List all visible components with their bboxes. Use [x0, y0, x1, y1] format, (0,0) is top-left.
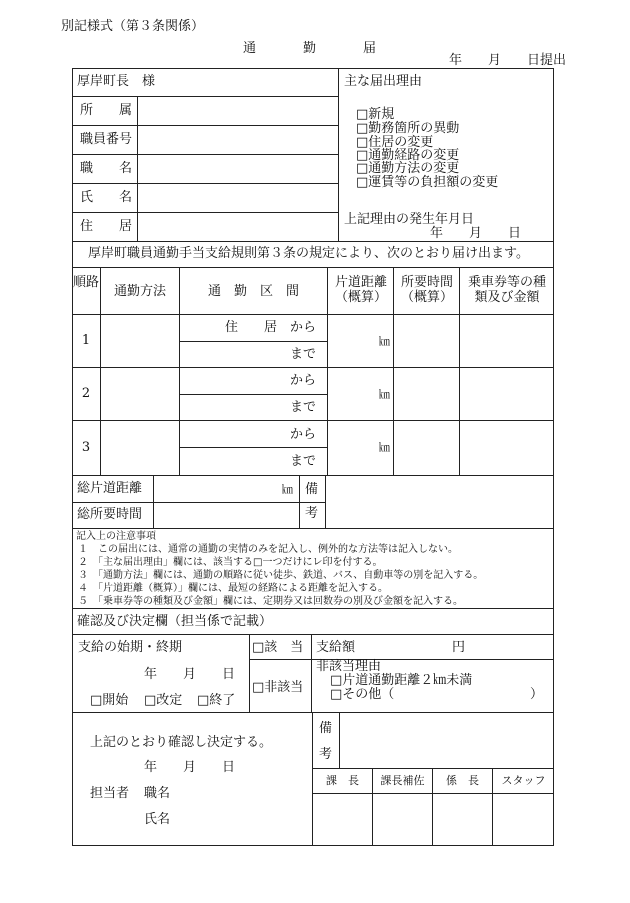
reason-fare-change-checkbox[interactable]: □運賃等の負担額の変更 [356, 175, 499, 190]
route-2-number: 2 [81, 386, 91, 401]
note-4: ４ 「片道距離（概算）」欄には、最短の経路による距離を記入する。 [78, 583, 388, 594]
header-distance: 片道距離（概算） [334, 275, 387, 305]
department-input[interactable] [139, 97, 337, 124]
page-title: 通 勤 届 [243, 41, 379, 56]
period-start-checkbox[interactable]: □開始 [90, 693, 129, 708]
route-2-from: から [289, 373, 316, 388]
route-1-to: まで [289, 347, 316, 362]
total-time-label: 総所要時間 [77, 507, 143, 522]
stamp-header-section-chief: 課 長 [326, 774, 359, 787]
route-3-from: から [289, 427, 316, 442]
confirm-heading: 確認及び決定欄（担当係で記載） [77, 614, 273, 629]
occurrence-date-label: 上記理由の発生年月日 [344, 212, 475, 227]
submit-date: 年 月 日提出 [449, 53, 567, 68]
field-label-department: 所 属 [80, 103, 133, 118]
stamp-box-unit-chief[interactable] [433, 794, 491, 845]
na-reason-label: 非該当理由 [316, 659, 382, 674]
notes-heading: 記入上の注意事項 [76, 531, 156, 542]
reason-route-change-checkbox[interactable]: □通勤経路の変更 [356, 148, 460, 163]
header-method: 通勤方法 [113, 284, 166, 299]
route-3-to: まで [289, 454, 316, 469]
residence-input[interactable] [139, 213, 337, 240]
header-order: 順路 [73, 275, 100, 290]
period-date: 年 月 日 [144, 667, 236, 682]
employee-number-input[interactable] [139, 126, 337, 153]
header-section: 通 勤 区 間 [207, 284, 299, 299]
na-reason-other-checkbox[interactable]: □その他（ [330, 687, 395, 702]
decision-date: 年 月 日 [144, 760, 236, 775]
stamp-box-staff[interactable] [493, 794, 553, 845]
officer-label: 担当者 [90, 786, 130, 801]
route-1-distance-unit: ㎞ [379, 335, 390, 348]
total-distance-unit: ㎞ [282, 483, 293, 496]
decision-text: 上記のとおり確認し決定する。 [90, 735, 273, 750]
amount-label: 支給額 [316, 640, 356, 655]
applicable-checkbox[interactable]: □該 当 [252, 640, 304, 655]
note-2: ２ 「主な届出理由」欄には、該当する□一つだけにレ印を付する。 [78, 557, 383, 568]
note-5: ５ 「乗車券等の種類及び金額」欄には、定期券又は回数券の別及び金額を記入する。 [78, 596, 463, 607]
header-ticket: 乗車券等の種類及び金額 [467, 275, 546, 305]
reason-new-checkbox[interactable]: □新規 [356, 107, 395, 122]
decision-remarks-label: 備考 [319, 721, 333, 762]
field-label-name: 氏 名 [80, 190, 133, 205]
period-revise-checkbox[interactable]: □改定 [144, 693, 183, 708]
position-input[interactable] [139, 155, 337, 182]
header-time: 所要時間（概算） [400, 275, 453, 305]
route-1-number: 1 [81, 333, 91, 348]
note-3: ３ 「通勤方法」欄には、通勤の順路に従い徒歩、鉄道、バス、自動車等の別を記入する。 [78, 570, 484, 581]
na-reason-other-close: ） [530, 687, 544, 702]
period-label: 支給の始期・終期 [78, 640, 183, 655]
route-2-distance-unit: ㎞ [379, 388, 390, 401]
field-label-residence: 住 居 [80, 219, 133, 234]
field-label-position: 職 名 [80, 161, 133, 176]
stamp-box-deputy-chief[interactable] [373, 794, 431, 845]
officer-title-label: 職名 [144, 786, 171, 801]
period-end-checkbox[interactable]: □終了 [197, 693, 236, 708]
reason-residence-change-checkbox[interactable]: □住居の変更 [356, 135, 434, 150]
stamp-header-unit-chief: 係 長 [446, 774, 479, 787]
stamp-box-section-chief[interactable] [313, 794, 371, 845]
route-3-number: 3 [81, 440, 91, 455]
amount-unit: 円 [452, 640, 466, 655]
reason-workplace-change-checkbox[interactable]: □勤務箇所の異動 [356, 121, 460, 136]
addressee: 厚岸町長 様 [77, 74, 156, 89]
reason-method-change-checkbox[interactable]: □通勤方法の変更 [356, 161, 460, 176]
occurrence-date: 年 月 日 [430, 226, 522, 241]
officer-name-label: 氏名 [144, 812, 171, 827]
stamp-header-deputy-chief: 課長補佐 [380, 774, 425, 787]
totals-remarks-label: 備考 [305, 482, 319, 521]
route-2-to: まで [289, 400, 316, 415]
total-distance-label: 総片道距離 [77, 481, 143, 496]
note-1: １ この届出には、通常の通勤の実情のみを記入し、例外的な方法等は記入しない。 [78, 544, 458, 555]
form-label: 別記様式（第３条関係） [61, 19, 205, 34]
field-label-employee-number: 職員番号 [80, 132, 133, 147]
route-1-from: 住 居 から [224, 320, 316, 335]
statement: 厚岸町職員通勤手当支給規則第３条の規定により、次のとおり届け出ます。 [88, 246, 529, 261]
stamp-header-staff: スタッフ [501, 774, 546, 787]
reasons-heading: 主な届出理由 [344, 74, 423, 89]
na-reason-distance-checkbox[interactable]: □片道通勤距離２㎞未満 [330, 673, 473, 688]
name-input[interactable] [139, 184, 337, 211]
route-3-distance-unit: ㎞ [379, 441, 390, 454]
not-applicable-checkbox[interactable]: □非該当 [252, 680, 304, 695]
